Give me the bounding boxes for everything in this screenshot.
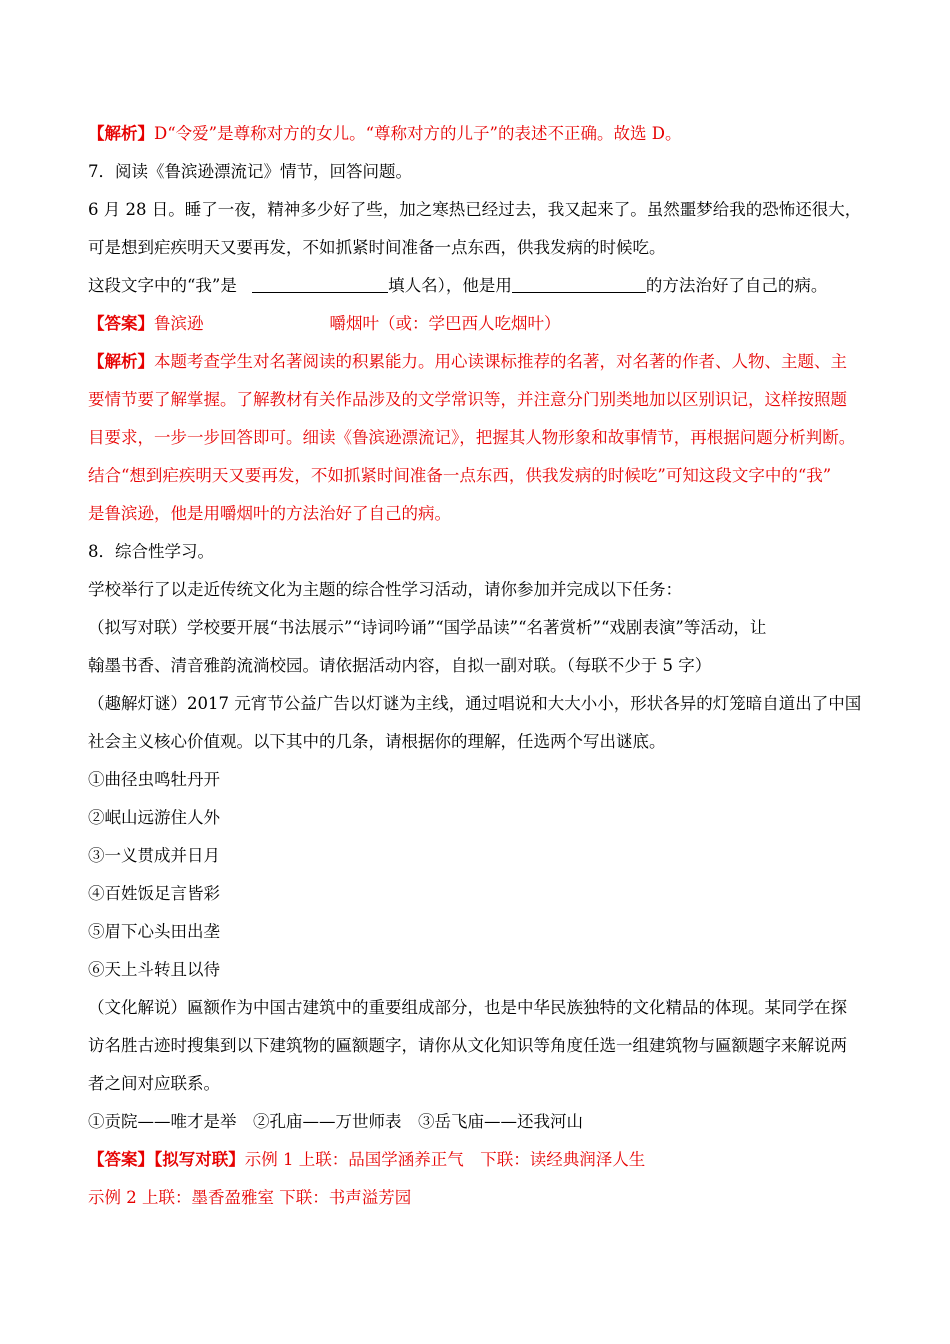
q7-analysis-line bbox=[88, 352, 868, 372]
analysis-text: D“令爱”是尊称对方的女儿。“尊称对方的儿子”的表述不正确。故选 D。 bbox=[154, 124, 682, 143]
q7-analysis-line: 是鲁滨逊，他是用嚼烟叶的方法治好了自己的病。 bbox=[88, 504, 451, 523]
q8-answer-line: 示例 2 上联：墨香盈雅室 下联：书声溢芳园 bbox=[88, 1188, 412, 1207]
q8-riddle-line: 社会主义核心价值观。以下其中的几条，请根据你的理解，任选两个写出谜底。 bbox=[88, 732, 666, 751]
riddle-item: ②岷山远游住人外 bbox=[88, 808, 220, 827]
answer-tag: 【答案】【拟写对联】 bbox=[88, 1150, 245, 1169]
q7-fill-question bbox=[88, 276, 868, 296]
fill-text-b: 填人名），他是用 bbox=[388, 276, 512, 295]
fill-blank-name bbox=[252, 276, 388, 293]
analysis-text: 本题考查学生对名著阅读的积累能力。用心读课标推荐的名著，对名著的作者、人物、主题、主 bbox=[154, 352, 847, 371]
q7-passage-line: 6 月 28 日。睡了一夜，精神多少好了些，加之寒热已经过去，我又起来了。虽然噩梦给我的恐怖还很大， bbox=[88, 200, 862, 219]
fill-text-a: 这段文字中的“我”是 bbox=[88, 276, 237, 295]
q8-plaque-line: 访名胜古迹时搜集到以下建筑物的匾额题字，请你从文化知识等角度任选一组建筑物与匾额题字来解说两 bbox=[88, 1036, 847, 1055]
q8-plaque-line: 者之间对应联系。 bbox=[88, 1074, 220, 1093]
q8-riddle-line: （趣解灯谜）2017 元宵节公益广告以灯谜为主线，通过唱说和大大小小，形状各异的灯笼暗自道出了中国 bbox=[88, 694, 862, 713]
q6-analysis bbox=[88, 124, 868, 144]
q8-answer-line bbox=[88, 1150, 868, 1170]
q8-couplet-line: 翰墨书香、清音雅韵流淌校园。请依据活动内容，自拟一副对联。（每联不少于 5 字） bbox=[88, 656, 712, 675]
answer-method: 嚼烟叶（或：学巴西人吃烟叶） bbox=[329, 314, 561, 333]
q8-plaque-items: ①贡院——唯才是举 ②孔庙——万世师表 ③岳飞庙——还我河山 bbox=[88, 1112, 583, 1131]
riddle-item: ①曲径虫鸣牡丹开 bbox=[88, 770, 220, 789]
answer-name: 鲁滨逊 bbox=[154, 314, 204, 333]
fill-blank-method bbox=[512, 276, 646, 293]
riddle-item: ⑤眉下心头田出垄 bbox=[88, 922, 220, 941]
riddle-item: ⑥天上斗转且以待 bbox=[88, 960, 220, 979]
q7-analysis-line: 目要求，一步一步回答即可。细读《鲁滨逊漂流记》，把握其人物形象和故事情节，再根据问题分析判断。 bbox=[88, 428, 856, 447]
answer-tag: 【答案】 bbox=[88, 314, 154, 333]
q8-stem: 8．综合性学习。 bbox=[88, 542, 214, 561]
q7-stem: 7．阅读《鲁滨逊漂流记》情节，回答问题。 bbox=[88, 162, 412, 181]
fill-text-c: 的方法治好了自己的病。 bbox=[645, 276, 828, 295]
q7-passage-line: 可是想到疟疾明天又要再发，不如抓紧时间准备一点东西，供我发病的时候吃。 bbox=[88, 238, 666, 257]
riddle-item: ③一义贯成并日月 bbox=[88, 846, 220, 865]
answer-text: 示例 1 上联：品国学涵养正气 下联：读经典润泽人生 bbox=[244, 1150, 646, 1169]
q8-plaque-line: （文化解说）匾额作为中国古建筑中的重要组成部分，也是中华民族独特的文化精品的体现。某同学在探 bbox=[88, 998, 847, 1017]
q8-couplet-line: （拟写对联）学校要开展“书法展示”“诗词吟诵”“国学品读”“名著赏析”“戏剧表演”等活动，让 bbox=[88, 618, 767, 637]
q7-analysis-line: 结合“想到疟疾明天又要再发，不如抓紧时间准备一点东西，供我发病的时候吃”可知这段文字中的“我” bbox=[88, 466, 832, 485]
q8-intro: 学校举行了以走近传统文化为主题的综合性学习活动，请你参加并完成以下任务： bbox=[88, 580, 682, 599]
q7-answer bbox=[88, 314, 868, 334]
analysis-tag: 【解析】 bbox=[88, 124, 154, 143]
q7-analysis-line: 要情节要了解掌握。了解教材有关作品涉及的文学常识等，并注意分门别类地加以区别识记，这样按照题 bbox=[88, 390, 847, 409]
analysis-tag: 【解析】 bbox=[88, 352, 154, 371]
riddle-item: ④百姓饭足言皆彩 bbox=[88, 884, 220, 903]
